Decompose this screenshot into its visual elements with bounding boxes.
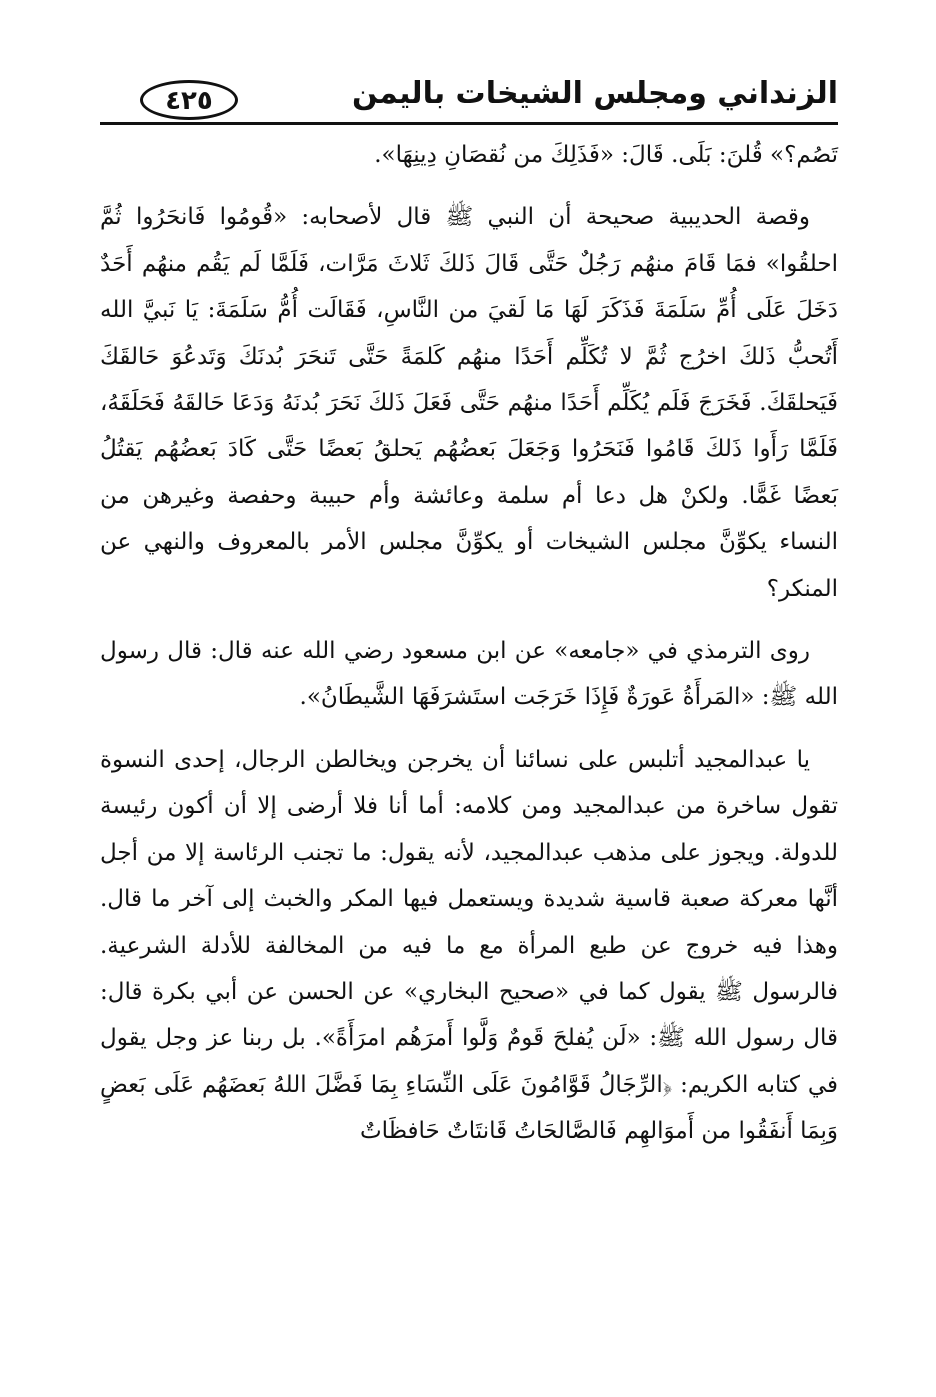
- paragraph-1: تَصُم؟» قُلنَ: بَلَى. قَالَ: «فَذَلِكَ من نُقصَانِ دِينِهَا».: [374, 142, 838, 168]
- page-number: ٤٢٥: [165, 86, 213, 116]
- paragraph-4: يا عبدالمجيد أتلبس على نسائنا أن يخرجن ويخالطن الرجال، إحدى النسوة تقول ساخرة من عبدالمجيد ومن كلامه: أما أنا فلا أرضى إلا أن أكون رئيسة للدولة. ويجوز على مذهب عبدالمجيد، لأنه يقول: ما تجنب الرئاسة إلا من أجل أنَّها معركة صعبة قاسية شديدة ويستعمل فيها المكر والخبث إلى آخر ما قال. وهذا فيه خروج عن طبع المرأة مع ما فيه من المخالفة للأدلة الشرعية. فالرسول ﷺ يقول كما في «صحيح البخاري» عن الحسن عن أبي بكرة قال: قال رسول الله ﷺ: «لَن يُفلحَ قَومٌ وَلَّوا أَمرَهُم امرَأَةً». بل ربنا عز وجل يقول في كتابه الكريم: ﴿الرِّجَالُ قَوَّامُونَ عَلَى النِّسَاءِ بِمَا فَضَّلَ اللهُ بَعضَهُم عَلَى بَعضٍ وَبِمَا أَنفَقُوا من أَموَالهِم فَالصَّالحَاتُ قَانتَاتٌ حَافظَاتٌ: [100, 746, 838, 1145]
- paragraph-3: روى الترمذي في «جامعه» عن ابن مسعود رضي الله عنه قال: قال رسول الله ﷺ: «المَرأَةُ عَورَةٌ فَإِذَا خَرَجَت استَشرَفَهَا الشَّيطَانُ».: [100, 638, 838, 711]
- page-number-badge: [140, 80, 238, 120]
- page-header: [100, 70, 838, 126]
- paragraph-2: وقصة الحديبية صحيحة أن النبي ﷺ قال لأصحابه: «قُومُوا فَانحَرُوا ثُمَّ احلقُوا» فمَا قَامَ منهُم رَجُلٌ حَتَّى قَالَ ذَلكَ ثَلاثَ مَرَّات، فَلَمَّا لَم يَقُم منهُم أَحَدٌ دَخَلَ عَلَى أُمِّ سَلَمَةَ فَذَكَرَ لَهَا مَا لَقيَ من النَّاسِ، فَقَالَت أُمُّ سَلَمَةَ: يَا نَبيَّ الله أَتُحبُّ ذَلكَ اخرُج ثُمَّ لا تُكَلِّم أَحَدًا منهُم كَلمَةً حَتَّى تَنحَرَ بُدنَكَ وَتَدعُوَ حَالقَكَ فَيَحلقَكَ. فَخَرَجَ فَلَم يُكَلِّم أَحَدًا منهُم حَتَّى فَعَلَ ذَلكَ نَحَرَ بُدنَهُ وَدَعَا حَالقَهُ فَحَلَقَهُ، فَلَمَّا رَأَوا ذَلكَ قَامُوا فَنَحَرُوا وَجَعَلَ بَعضُهُم يَحلقُ بَعضًا حَتَّى كَادَ بَعضُهُم يَقتُلُ بَعضًا غَمًّا. ولكنْ هل دعا أم سلمة وعائشة وأم حبيبة وحفصة وغيرهن من النساء يكوِّنَّ مجلس الشيخات أو يكوِّنَّ مجلس الأمر بالمعروف والنهي عن المنكر؟: [100, 204, 838, 602]
- header-divider: [100, 122, 838, 125]
- running-title: الزنداني ومجلس الشيخات باليمن: [351, 76, 838, 111]
- page-body: [100, 132, 838, 1171]
- book-page: [100, 70, 838, 1370]
